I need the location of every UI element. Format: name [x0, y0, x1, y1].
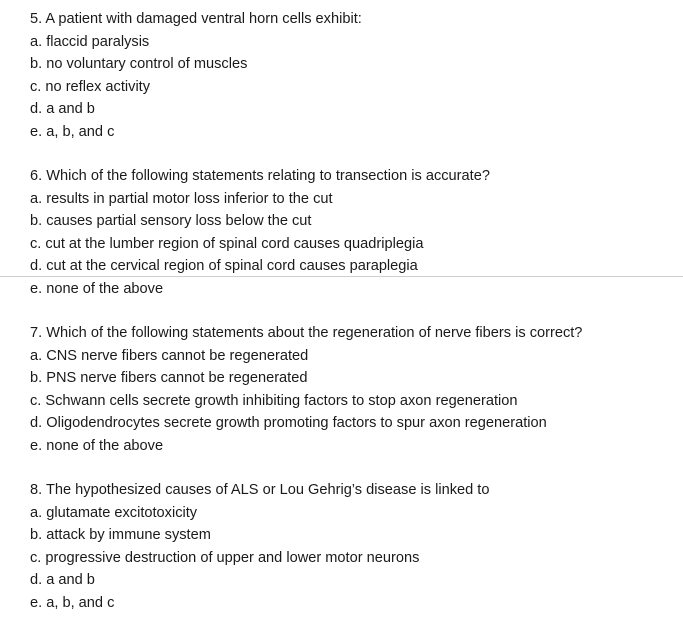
answer-option: c. Schwann cells secrete growth inhibiting factors to stop axon regeneration [30, 392, 518, 409]
answer-option: a. flaccid paralysis [30, 33, 150, 50]
answer-option: e. none of the above [30, 280, 164, 297]
question-stem: 7. Which of the following statements about the regeneration of nerve fibers is correct? [30, 325, 583, 341]
answer-option: e. a, b, and c [30, 123, 115, 140]
question-6 [30, 165, 680, 300]
answer-option: d. a and b [30, 572, 95, 588]
answer-option: d. a and b [30, 101, 95, 117]
answer-option: e. none of the above [30, 437, 164, 454]
answer-option: a. CNS nerve fibers cannot be regenerated [30, 347, 309, 364]
answer-option: a. results in partial motor loss inferior to the cut [30, 190, 333, 207]
answer-option: b. PNS nerve fibers cannot be regenerated [30, 370, 308, 386]
answer-option: d. Oligodendrocytes secrete growth promoting factors to spur axon regeneration [30, 415, 547, 431]
answer-option: c. progressive destruction of upper and lower motor neurons [30, 549, 420, 566]
question-stem: 5. A patient with damaged ventral horn cells exhibit: [30, 11, 362, 27]
quiz-document [30, 8, 680, 636]
question-stem: 6. Which of the following statements relating to transection is accurate? [30, 168, 490, 184]
answer-option: d. cut at the cervical region of spinal cord causes paraplegia [30, 258, 418, 274]
answer-option: b. causes partial sensory loss below the cut [30, 213, 312, 229]
answer-option: b. no voluntary control of muscles [30, 56, 248, 72]
question-stem: 8. The hypothesized causes of ALS or Lou Gehrig’s disease is linked to [30, 482, 490, 498]
answer-option: b. attack by immune system [30, 527, 211, 543]
question-8 [30, 479, 680, 614]
answer-option: c. cut at the lumber region of spinal cord causes quadriplegia [30, 235, 424, 252]
answer-option: c. no reflex activity [30, 78, 151, 95]
answer-option: e. a, b, and c [30, 594, 115, 611]
question-7 [30, 322, 680, 457]
question-5 [30, 8, 680, 143]
answer-option: a. glutamate excitotoxicity [30, 504, 198, 521]
